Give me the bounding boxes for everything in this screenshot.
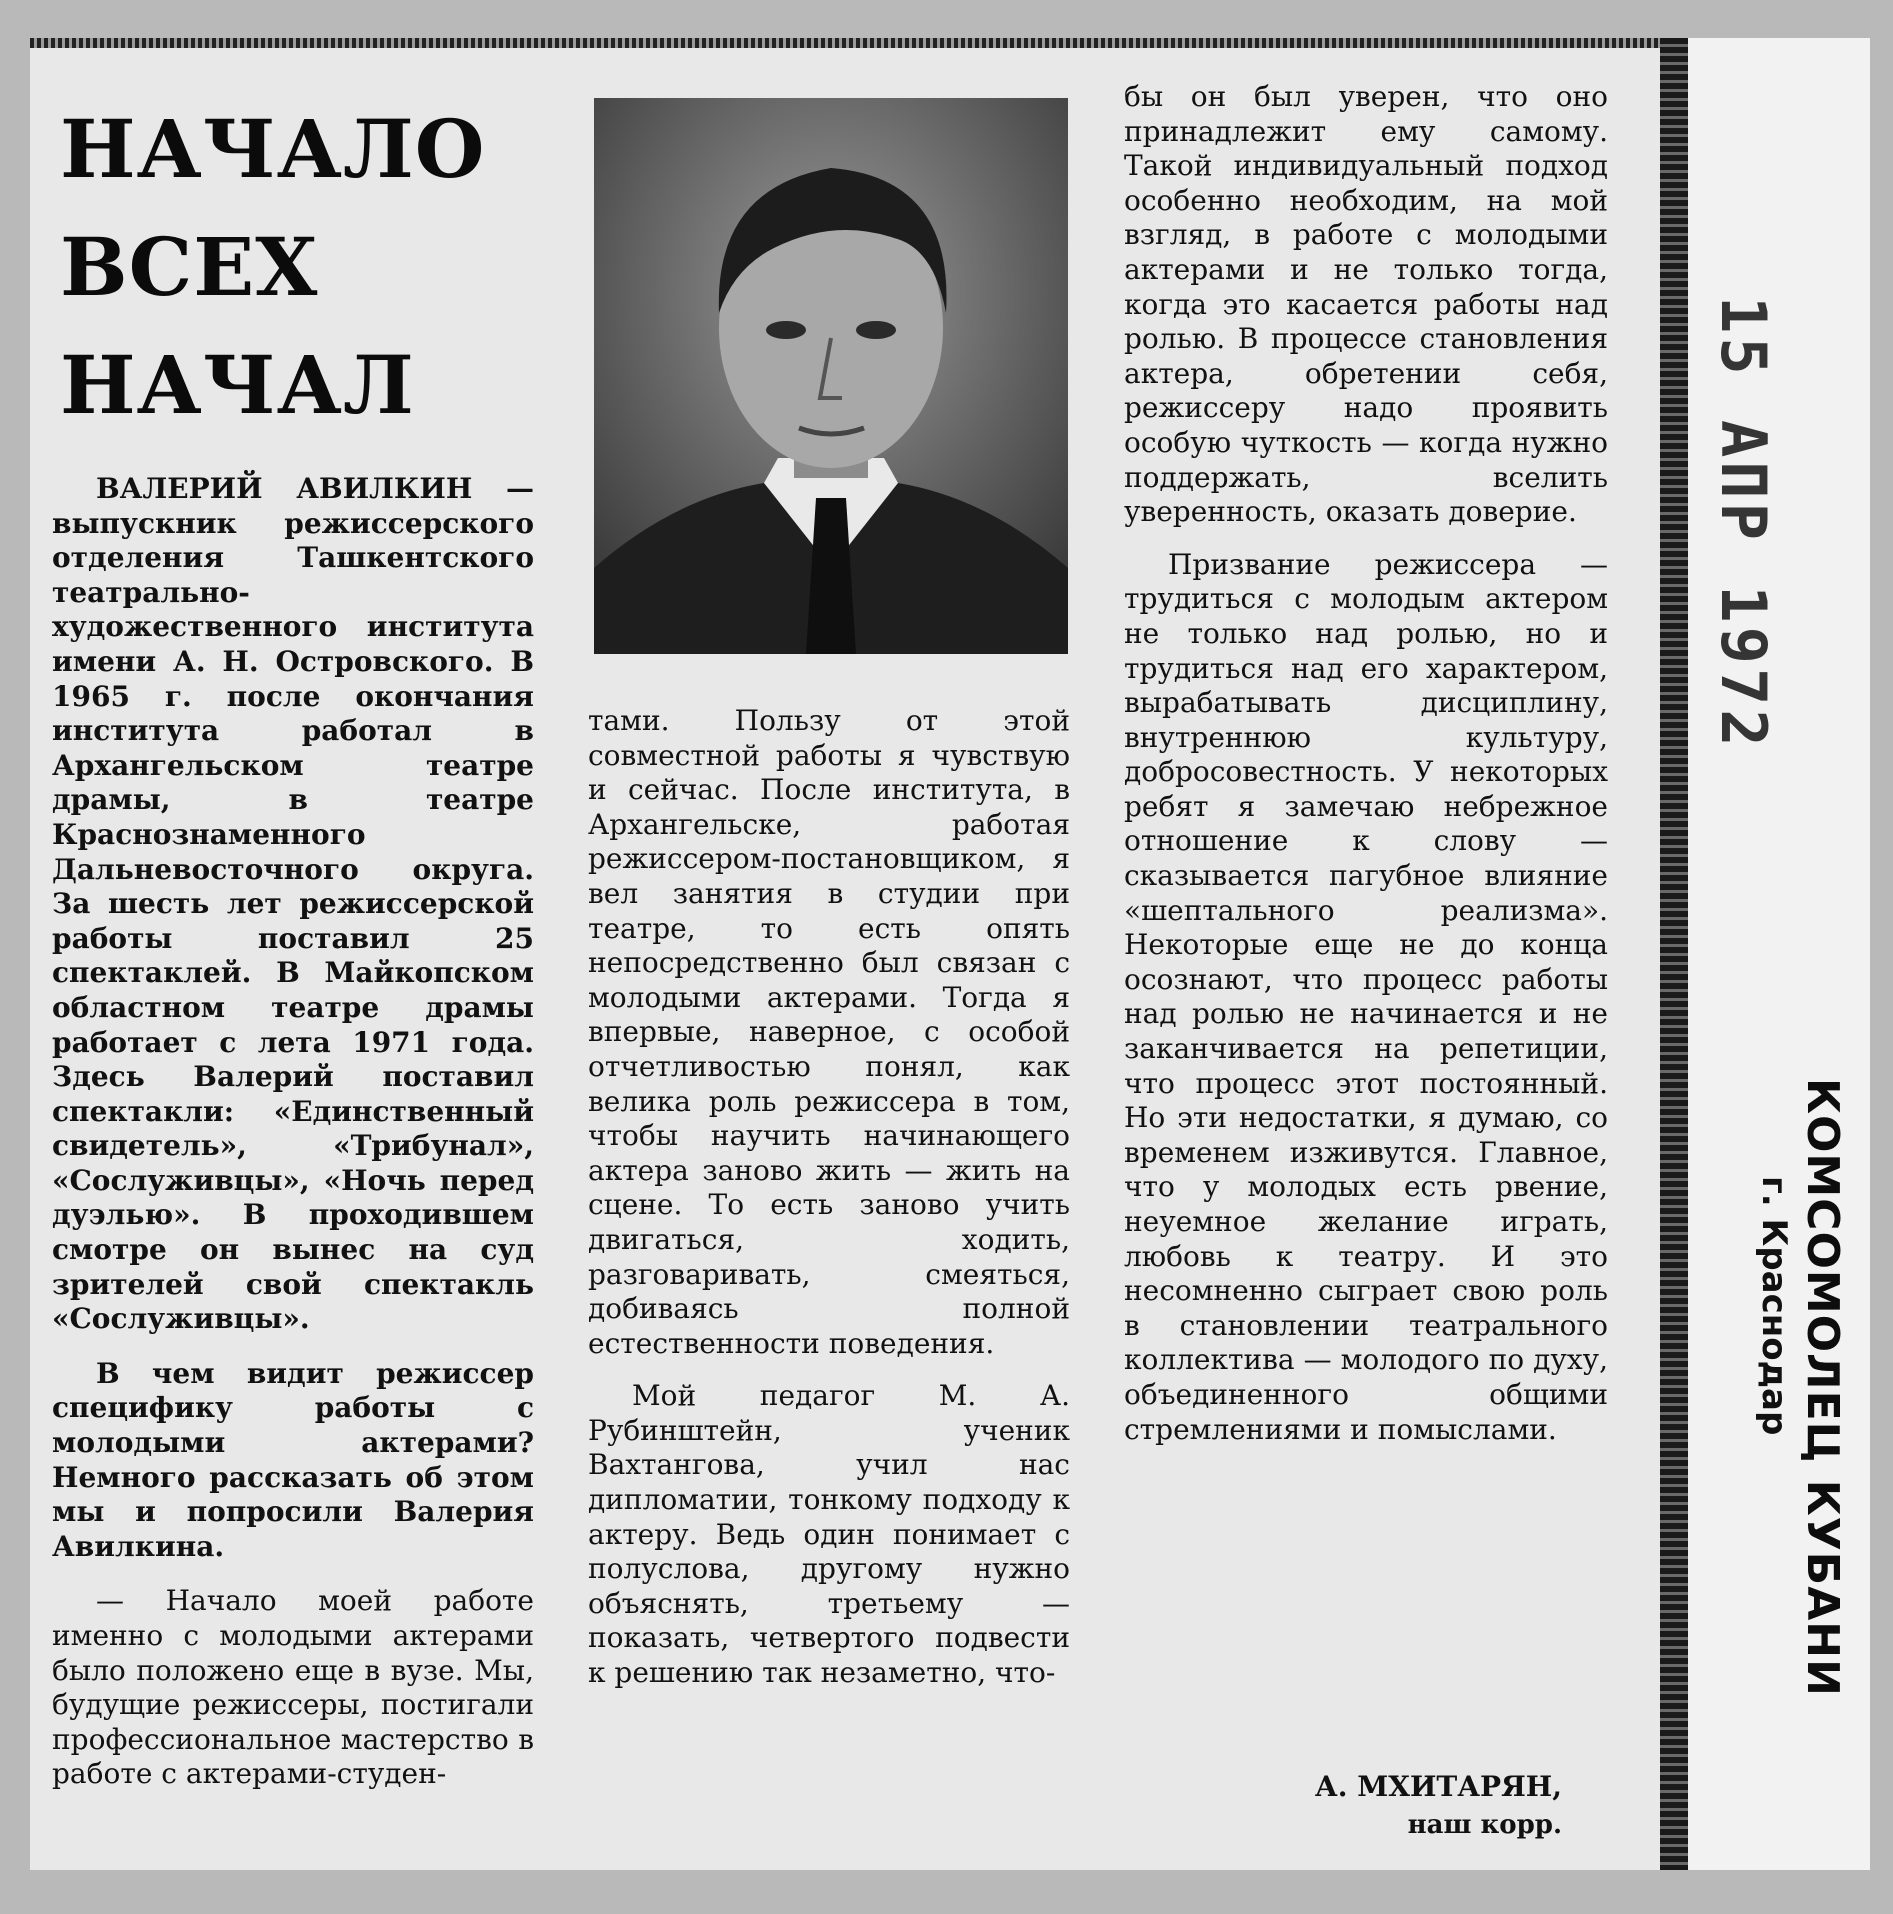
city-stamp: г. Краснодар: [1754, 1176, 1794, 1436]
column-3-paragraph-1: бы он был уверен, что оно принадлежит ему самому. Такой индивидуальный подход особенно необходим, на мой взгляд, в работе с молодыми актерами и не только тогда, когда это касается работы над ролью. В процессе становления актера, обретении себя, режиссеру надо проявить особую чуткость — когда нужно поддержать, вселить уверенность, оказать доверие.: [1124, 80, 1608, 529]
headline-line-2: ВСЕХ: [60, 220, 319, 314]
headline: [60, 90, 540, 444]
newspaper-name-stamp: КОМСОМОЛЕЦ КУБАНИ: [1797, 1078, 1848, 1697]
signature: [1124, 1768, 1562, 1844]
quote-paragraph: — Начало моей работе именно с молодыми актерами было положено еще в вузе. Мы, будущие режиссеры, постигали профессиональное мастерство в работе с актерами-студен-: [52, 1584, 534, 1791]
article-column-1: [52, 472, 534, 1792]
portrait-illustration: [594, 98, 1068, 654]
column-divider-rule: [1660, 38, 1688, 1870]
column-2-paragraph-1: тами. Пользу от этой совместной работы я чувствую и сейчас. После института, в Архангельске, работая режиссером-постановщиком, я вел занятия в студии при театре, то есть опять непосредственно был связан с молодыми актерами. Тогда я впервые, наверное, с особой отчетливостью понял, как велика роль режиссера в том, чтобы научить начинающего актера заново жить — жить на сцене. То есть заново учить двигаться, ходить, разговаривать, смеяться, добиваясь полной естественности поведения.: [588, 704, 1070, 1360]
headline-line-1: НАЧАЛО: [60, 102, 486, 196]
signature-role: наш корр.: [1407, 1810, 1562, 1840]
column-3-paragraph-2: Призвание режиссера — трудиться с молодым актером не только над ролью, но и трудиться над его характером, вырабатывать дисциплину, внутреннюю культуру, добросовестность. У некоторых ребят я замечаю небрежное отношение к слову — сказывается пагубное влияние «шептального реализма». Некоторые еще не до конца осознают, что процесс работы над ролью не начинается и не заканчивается на репетиции, что процесс этот постоянный. Но эти недостатки, я думаю, со временем изживутся. Главное, что у молодых есть рвение, неуемное желание играть, любовь к театру. И это несомненно сыграет свою роль в становлении театрального коллектива — молодого по духу, объединенного общими стремлениями и помыслами.: [1124, 547, 1608, 1446]
article-column-3: [1124, 80, 1608, 1447]
headline-line-3: НАЧАЛ: [60, 338, 415, 432]
column-2-paragraph-2: Мой педагог М. А. Рубинштейн, ученик Вахтангова, учил нас дипломатии, тонкому подходу к актеру. Ведь один понимает с полуслова, другому нужно объяснять, третьему — показать, четвертого подвести к решению так незаметно, что-: [588, 1379, 1070, 1690]
date-stamp: 15 АПР 1972: [1707, 296, 1780, 751]
author-bio-paragraph: ВАЛЕРИЙ АВИЛКИН — выпускник режиссерского отделения Ташкентского театрально-художественного института имени А. Н. Островского. В 1965 г. после окончания института работал в Архангельском театре драмы, в театре Краснознаменного Дальневосточного округа. За шесть лет режиссерской работы поставил 25 спектаклей. В Майкопском областном театре драмы работает с лета 1971 года. Здесь Валерий поставил спектакли: «Единственный свидетель», «Трибунал», «Сослуживцы», «Ночь перед дуэлью». В проходившем смотре он вынес на суд зрителей свой спектакль «Сослуживцы».: [52, 472, 534, 1336]
top-border-rule: [30, 38, 1660, 48]
signature-author: А. МХИТАРЯН,: [1314, 1770, 1562, 1803]
interview-question-paragraph: В чем видит режиссер специфику работы с молодыми актерами? Немного рассказать об этом мы и попросили Валерия Авилкина.: [52, 1356, 534, 1563]
portrait-photo: [594, 98, 1068, 654]
article-column-2: [588, 704, 1070, 1691]
